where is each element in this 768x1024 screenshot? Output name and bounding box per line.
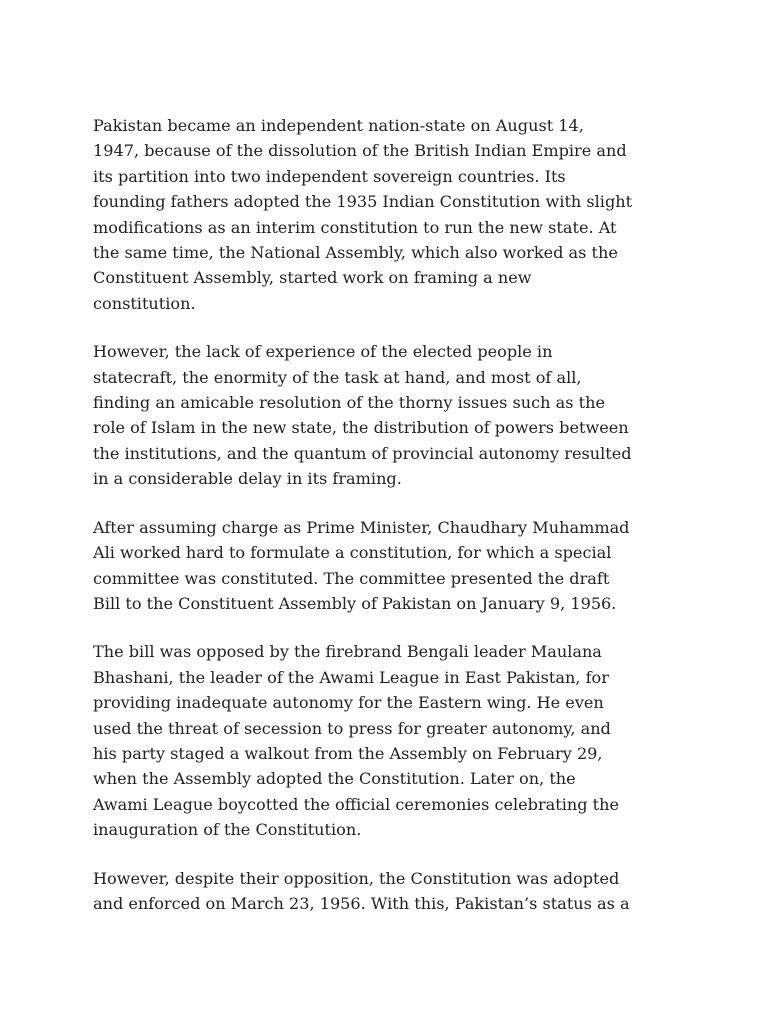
- text-line: when the Assembly adopted the Constitution. Later on, the: [93, 769, 576, 789]
- document-body: [93, 113, 693, 939]
- paragraph-3: [93, 515, 693, 617]
- text-line: the institutions, and the quantum of provincial autonomy resulted: [93, 443, 632, 463]
- text-line: providing inadequate autonomy for the Eastern wing. He even: [93, 693, 604, 713]
- paragraph-1: [93, 113, 693, 316]
- text-line: 1947, because of the dissolution of the British Indian Empire and: [93, 141, 627, 161]
- paragraph-5: [93, 866, 693, 917]
- text-line: Awami League boycotted the official ceremonies celebrating the: [93, 794, 620, 814]
- text-line: However, the lack of experience of the elected people in: [93, 342, 553, 362]
- text-line: modifications as an interim constitution to run the new state. At: [93, 217, 617, 237]
- text-line: finding an amicable resolution of the thorny issues such as the: [93, 393, 605, 413]
- text-line: used the threat of secession to press for greater autonomy, and: [93, 718, 611, 738]
- text-line: founding fathers adopted the 1935 Indian Constitution with slight: [93, 192, 633, 212]
- text-line: statecraft, the enormity of the task at hand, and most of all,: [93, 367, 582, 387]
- text-line: Ali worked hard to formulate a constitution, for which a special: [93, 543, 612, 563]
- text-line: the same time, the National Assembly, which also worked as the: [93, 243, 618, 263]
- text-line: its partition into two independent sovereign countries. Its: [93, 166, 566, 186]
- text-line: The bill was opposed by the firebrand Bengali leader Maulana: [93, 642, 602, 662]
- text-line: Bill to the Constituent Assembly of Pakistan on January 9, 1956.: [93, 593, 617, 613]
- paragraph-2: [93, 339, 693, 491]
- text-line: Constituent Assembly, started work on framing a new: [93, 268, 532, 288]
- text-line: role of Islam in the new state, the distribution of powers between: [93, 418, 629, 438]
- text-line: Bhashani, the leader of the Awami League in East Pakistan, for: [93, 667, 609, 687]
- text-line: After assuming charge as Prime Minister, Chaudhary Muhammad: [93, 517, 630, 537]
- text-line: Pakistan became an independent nation-state on August 14,: [93, 116, 584, 135]
- text-line: However, despite their opposition, the Constitution was adopted: [93, 868, 620, 888]
- text-line: inauguration of the Constitution.: [93, 820, 362, 840]
- text-line: in a considerable delay in its framing.: [93, 469, 402, 489]
- paragraph-4: [93, 639, 693, 842]
- text-line: his party staged a walkout from the Assembly on February 29,: [93, 743, 603, 763]
- text-line: committee was constituted. The committee presented the draft: [93, 568, 610, 588]
- text-line: constitution.: [93, 293, 196, 313]
- text-line: and enforced on March 23, 1956. With this, Pakistan’s status as a: [93, 893, 630, 913]
